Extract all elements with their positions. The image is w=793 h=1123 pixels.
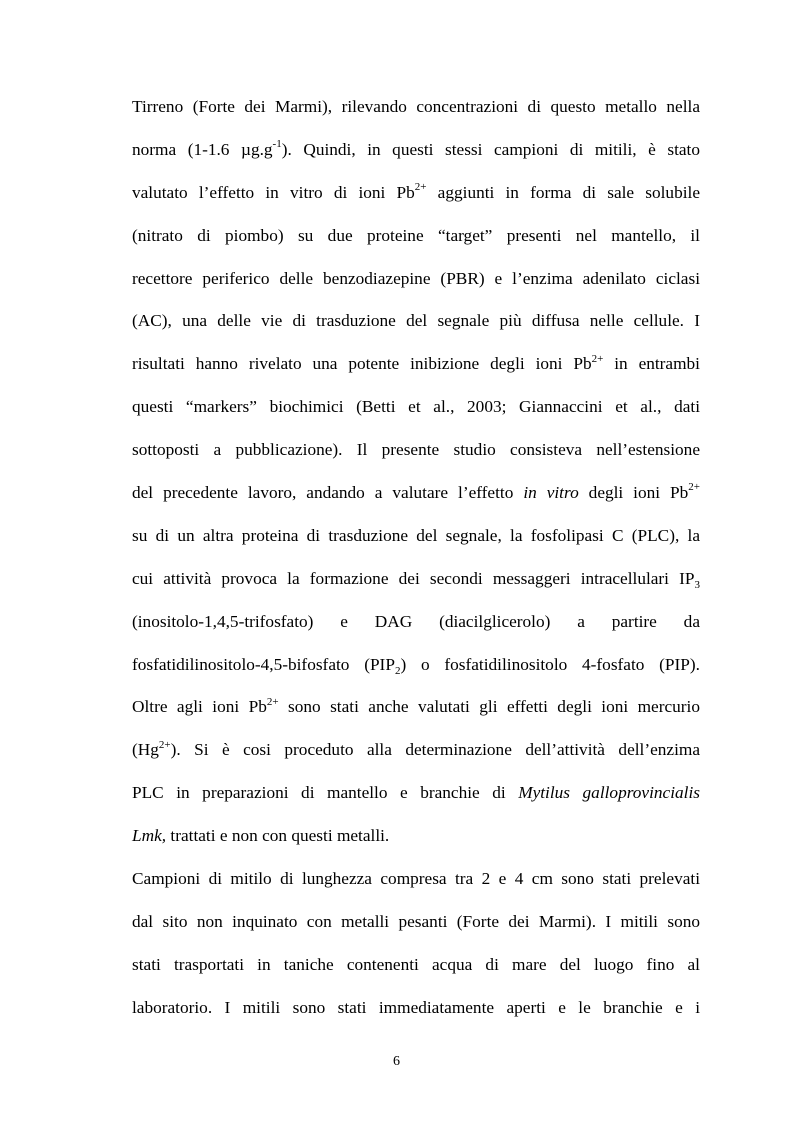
text-line — [132, 343, 700, 386]
text-run: del precedente lavoro, andando a valutare l’effetto — [132, 483, 524, 503]
superscript: 2+ — [688, 481, 700, 494]
subscript: 3 — [694, 579, 700, 592]
text-line — [132, 429, 700, 472]
text-line — [132, 858, 700, 901]
text-run: recettore periferico delle benzodiazepine (PBR) e l’enzima adenilato ciclasi — [132, 268, 700, 288]
text-line — [132, 815, 700, 858]
text-run: sottoposti a pubblicazione). Il presente studio consisteva nell’estensione — [132, 440, 700, 460]
superscript: 2+ — [158, 738, 171, 751]
text-run: ) o fosfatidilinositolo 4-fosfato (PIP). — [400, 654, 700, 674]
text-line — [132, 215, 700, 258]
text-run: aggiunti in forma di sale solubile — [426, 182, 700, 202]
text-run: (inositolo-1,4,5-trifosfato) e DAG (diacilglicerolo) a partire da — [132, 611, 700, 631]
text-run: risultati hanno rivelato una potente inibizione degli ioni Pb — [132, 354, 592, 374]
italic-text: Lmk, — [132, 826, 167, 846]
text-run: (Hg — [132, 740, 159, 760]
text-run: su di un altra proteina di trasduzione del segnale, la fosfolipasi C (PLC), la — [132, 525, 700, 545]
superscript: -1 — [272, 138, 282, 151]
text-run: fosfatidilinositolo-4,5-bifosfato (PIP — [132, 654, 395, 674]
text-run: sono stati anche valutati gli effetti degli ioni mercurio — [278, 697, 700, 717]
text-run: Tirreno (Forte dei Marmi), rilevando concentrazioni di questo metallo nella — [132, 97, 700, 116]
text-run: norma (1-1.6 µg.g — [132, 139, 273, 159]
page-number: 6 — [393, 1054, 400, 1069]
subscript: 2 — [394, 665, 401, 678]
italic-text: in vitro — [523, 483, 579, 503]
text-line — [132, 601, 700, 644]
superscript: 2+ — [266, 695, 279, 708]
text-line — [132, 258, 700, 301]
text-run: ). Quindi, in questi stessi campioni di mitili, è stato — [281, 139, 700, 159]
text-line — [132, 987, 700, 1030]
italic-text: Mytilus galloprovincialis — [518, 783, 700, 803]
text-line — [132, 686, 700, 729]
text-run: valutato l’effetto in vitro di ioni Pb — [132, 182, 415, 202]
superscript: 2+ — [591, 352, 604, 365]
text-line — [132, 558, 700, 601]
superscript: 2+ — [414, 181, 427, 194]
text-line — [132, 515, 700, 558]
text-line — [132, 644, 700, 687]
text-run: trattati e non con questi metalli. — [166, 826, 390, 846]
body-text — [132, 86, 700, 1030]
text-line — [132, 386, 700, 429]
text-run: laboratorio. I mitili sono stati immediatamente aperti e le branchie e i — [132, 997, 700, 1017]
text-run: ). Si è cosi proceduto alla determinazione dell’attività dell’enzima — [170, 740, 700, 760]
text-run: Oltre agli ioni Pb — [132, 697, 267, 717]
text-run: (nitrato di piombo) su due proteine “target” presenti nel mantello, il — [132, 225, 700, 245]
text-run: (AC), una delle vie di trasduzione del segnale più diffusa nelle cellule. I — [132, 311, 700, 331]
text-run: stati trasportati in taniche contenenti acqua di mare del luogo fino al — [132, 954, 700, 974]
text-run: PLC in preparazioni di mantello e branchie di — [132, 783, 519, 803]
text-line — [132, 172, 700, 215]
text-run: Campioni di mitilo di lunghezza compresa tra 2 e 4 cm sono stati prelevati — [132, 869, 700, 889]
text-line — [132, 729, 700, 772]
text-run: in entrambi — [603, 354, 700, 374]
text-line — [132, 901, 700, 944]
text-line — [132, 772, 700, 815]
text-line — [132, 472, 700, 515]
text-line — [132, 300, 700, 343]
text-line — [132, 129, 700, 172]
text-run: dal sito non inquinato con metalli pesanti (Forte dei Marmi). I mitili sono — [132, 911, 700, 931]
text-run: cui attività provoca la formazione dei secondi messaggeri intracellulari IP — [132, 568, 695, 588]
text-run: questi “markers” biochimici (Betti et al., 2003; Giannaccini et al., dati — [132, 397, 700, 417]
text-run: degli ioni Pb — [578, 483, 689, 503]
text-line — [132, 86, 700, 129]
text-line — [132, 944, 700, 987]
